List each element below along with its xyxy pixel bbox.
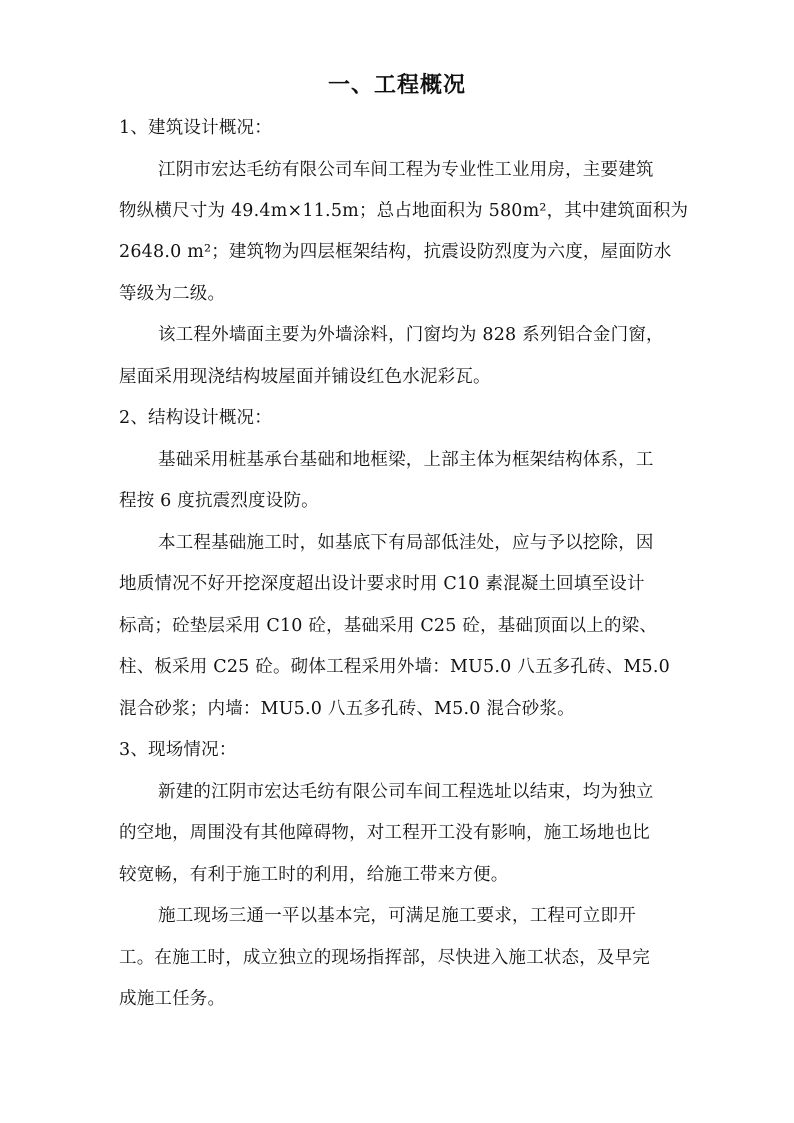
paragraph-line: 柱、板采用 C25 砼。砌体工程采用外墙：MU5.0 八五多孔砖、M5.0 bbox=[119, 657, 670, 677]
paragraph-line: 物纵横尺寸为 49.4m×11.5m；总占地面积为 580m²，其中建筑面积为 bbox=[119, 201, 689, 221]
paragraph-line: 屋面采用现浇结构坡屋面并铺设红色水泥彩瓦。 bbox=[119, 367, 491, 387]
paragraph-line: 等级为二级。 bbox=[119, 284, 226, 304]
paragraph-line: 2648.0 m²；建筑物为四层框架结构，抗震设防烈度为六度，屋面防水 bbox=[119, 242, 672, 262]
page-title: 一、工程概况 bbox=[327, 72, 466, 98]
section-heading: 3、现场情况： bbox=[119, 740, 237, 760]
paragraph-line: 的空地，周围没有其他障碍物，对工程开工没有影响，施工场地也比 bbox=[119, 823, 650, 843]
paragraph-line: 较宽畅，有利于施工时的利用，给施工带来方便。 bbox=[119, 865, 509, 885]
paragraph-line: 地质情况不好开挖深度超出设计要求时用 C10 素混凝土回填至设计 bbox=[119, 574, 645, 594]
paragraph-line: 基础采用桩基承台基础和地框梁，上部主体为框架结构体系，工 bbox=[158, 450, 654, 470]
paragraph-line: 标高；砼垫层采用 C10 砼，基础采用 C25 砼，基础顶面以上的梁、 bbox=[119, 616, 658, 636]
paragraph-line: 混合砂浆；内墙：MU5.0 八五多孔砖、M5.0 混合砂浆。 bbox=[119, 699, 575, 719]
paragraph-line: 工。在施工时，成立独立的现场指挥部，尽快进入施工状态，及早完 bbox=[119, 948, 650, 968]
paragraph-line: 该工程外墙面主要为外墙涂料，门窗均为 828 系列铝合金门窗， bbox=[158, 325, 664, 345]
paragraph-line: 新建的江阴市宏达毛纺有限公司车间工程选址以结束，均为独立 bbox=[158, 782, 654, 802]
section-heading: 2、结构设计概况： bbox=[119, 408, 272, 428]
paragraph-line: 施工现场三通一平以基本完，可满足施工要求，工程可立即开 bbox=[158, 906, 636, 926]
paragraph-line: 成施工任务。 bbox=[119, 989, 226, 1009]
section-heading: 1、建筑设计概况： bbox=[119, 118, 272, 138]
paragraph-line: 本工程基础施工时，如基底下有局部低洼处，应与予以挖除，因 bbox=[158, 533, 654, 553]
paragraph-line: 江阴市宏达毛纺有限公司车间工程为专业性工业用房，主要建筑 bbox=[158, 160, 654, 180]
paragraph-line: 程按 6 度抗震烈度设防。 bbox=[119, 491, 319, 511]
